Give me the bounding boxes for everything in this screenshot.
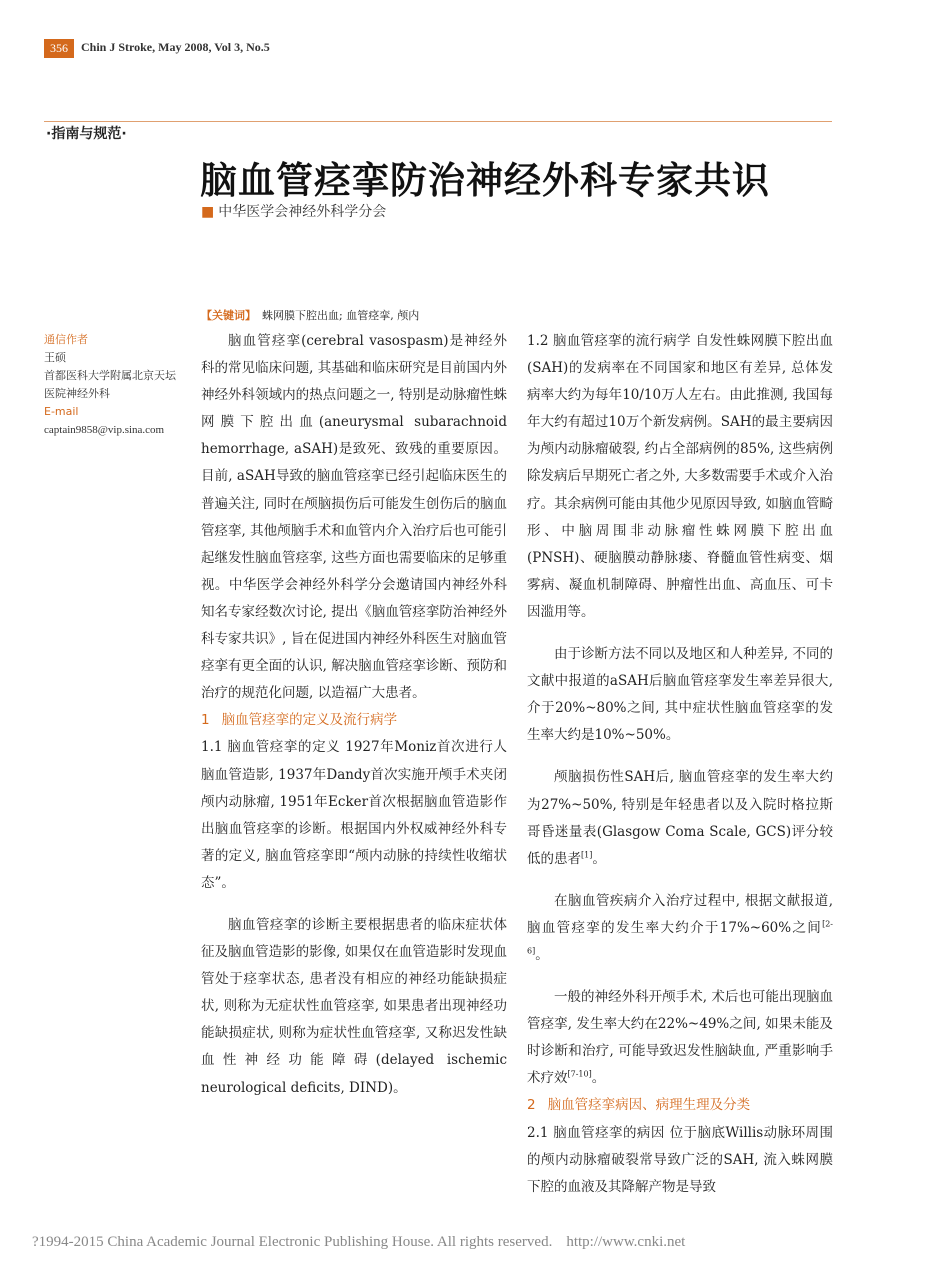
trauma-end: 。 [592, 850, 606, 867]
citation-ref: [1] [581, 850, 593, 860]
keywords-label: 【关键词】 [201, 309, 256, 322]
correspondence-sidebar [44, 331, 184, 439]
craniotomy-text: 一般的神经外科开颅手术, 术后也可能出现脑血管痉挛, 发生率大约在22%~49%之间, 如果未能及时诊断和治疗, 可能导致迟发性脑缺血, 严重影响手术疗效 [527, 989, 833, 1087]
section-title-1: 脑血管痉挛的定义及流行病学 [221, 712, 398, 729]
intervention-paragraph [527, 888, 833, 969]
intervention-end: 。 [535, 946, 549, 963]
footer [32, 1234, 685, 1251]
author-marker-icon: ■ [201, 204, 215, 220]
epidemiology-paragraph: 1.2 脑血管痉挛的流行病学 自发性蛛网膜下腔出血(SAH)的发病率在不同国家和地区有差异, 总体发病率大约为每年10/10万人左右。由此推测, 我国每年大约有超过10万个新发病例。SAH的最主要病因为颅内动脉瘤破裂, 约占全部病例的85%, 这些病例除发病后早期死亡者之外, 大多数需要手术或介入治疗。其余病例可能由其他少见原因导致, 如脑血管畸形、中脑周围非动脉瘤性蛛网膜下腔出血(PNSH)、硬脑膜动静脉瘘、脊髓血管性病变、烟雾病、凝血机制障碍、肿瘤性出血、高血压、可卡因滥用等。 [527, 333, 833, 620]
section-title-2: 脑血管痉挛病因、病理生理及分类 [547, 1097, 751, 1114]
corr-affiliation: 首都医科大学附属北京天坛医院神经外科 [44, 369, 176, 400]
page-number: 356 [44, 39, 74, 58]
section-number-1: 1 [201, 712, 210, 729]
diagnosis-paragraph: 脑血管痉挛的诊断主要根据患者的临床症状体征及脑血管造影的影像, 如果仅在血管造影时发现血管处于痉挛状态, 患者没有相应的神经功能缺损症状, 则称为无症状性血管痉挛, 如果患者出现神经功能缺损症状, 则称为症状性血管痉挛, 又称迟发性缺血性神经功能障碍(delayed ischemic neurological deficits, DIND)。 [201, 916, 507, 1096]
keywords [201, 307, 419, 323]
intervention-text: 在脑血管疾病介入治疗过程中, 根据文献报道, 脑血管痉挛的发生率大约介于17%~60%之间 [527, 892, 833, 936]
section-tag: ·指南与规范· [46, 126, 127, 142]
footer-url: http://www.cnki.net [566, 1234, 686, 1250]
corr-name: 王硕 [44, 351, 66, 364]
trauma-paragraph [527, 764, 833, 872]
email-address: captain9858@vip.sina.com [44, 424, 165, 436]
article-title: 脑血管痉挛防治神经外科专家共识 [200, 159, 770, 202]
trauma-text: 颅脑损伤性SAH后, 脑血管痉挛的发生率大约为27%~50%, 特别是年轻患者以及入院时格拉斯哥昏迷量表(Glasgow Coma Scale, GCS)评分较低的患者 [527, 769, 833, 867]
section-heading-2 [527, 1092, 833, 1119]
author-name: 中华医学会神经外科学分会 [218, 204, 387, 220]
corr-label: 通信作者 [44, 333, 88, 346]
footer-copyright: ?1994-2015 China Academic Journal Electronic Publishing House. All rights reserved. [32, 1234, 553, 1250]
craniotomy-end: 。 [591, 1070, 606, 1087]
citation-ref: [7-10] [567, 1069, 592, 1079]
craniotomy-paragraph [527, 984, 833, 1092]
header-rule [44, 121, 832, 122]
right-column [527, 328, 833, 1201]
etiology-paragraph: 2.1 脑血管痉挛的病因 位于脑底Willis动脉环周围的颅内动脉瘤破裂常导致广泛的SAH, 流入蛛网膜下腔的血液及其降解产物是导致 [527, 1124, 833, 1195]
definition-paragraph: 1.1 脑血管痉挛的定义 1927年Moniz首次进行人脑血管造影, 1937年Dandy首次实施开颅手术夹闭颅内动脉瘤, 1951年Ecker首次根据脑血管造影作出脑血管痉挛的诊断。根据国内外权威神经外科专著的定义, 脑血管痉挛即“颅内动脉的持续性收缩状态”。 [201, 739, 507, 891]
left-column [201, 328, 507, 1102]
journal-header: Chin J Stroke, May 2008, Vol 3, No.5 [81, 40, 270, 54]
email-label: E-mail [44, 405, 79, 418]
section-heading-1 [201, 707, 507, 734]
keywords-text: 蛛网膜下腔出血; 血管痉挛, 颅内 [262, 309, 420, 322]
author-line [201, 201, 386, 221]
section-number-2: 2 [527, 1097, 536, 1114]
intro-paragraph: 脑血管痉挛(cerebral vasospasm)是神经外科的常见临床问题, 其基础和临床研究是目前国内外神经外科领域内的热点问题之一, 特别是动脉瘤性蛛网膜下腔出血(aneurysmal subarachnoid hemorrhage, aSAH)是致死、致残的重要原因。目前, aSAH导致的脑血管痉挛已经引起临床医生的普遍关注, 同时在颅脑损伤后可能发生创伤后的脑血管痉挛, 其他颅脑手术和血管内介入治疗后也可能引起继发性脑血管痉挛, 这些方面也需要临床的足够重视。中华医学会神经外科学分会邀请国内神经外科知名专家经数次讨论, 提出《脑血管痉挛防治神经外科专家共识》, 旨在促进国内神经外科医生对脑血管痉挛有更全面的认识, 解决脑血管痉挛诊断、预防和治疗的规范化问题, 以造福广大患者。 [201, 333, 507, 702]
incidence-paragraph: 由于诊断方法不同以及地区和人种差异, 不同的文献中报道的aSAH后脑血管痉挛发生率差异很大, 介于20%~80%之间, 其中症状性脑血管痉挛的发生率大约是10%~50%。 [527, 646, 833, 744]
citation-ref: [2-6] [527, 919, 833, 956]
